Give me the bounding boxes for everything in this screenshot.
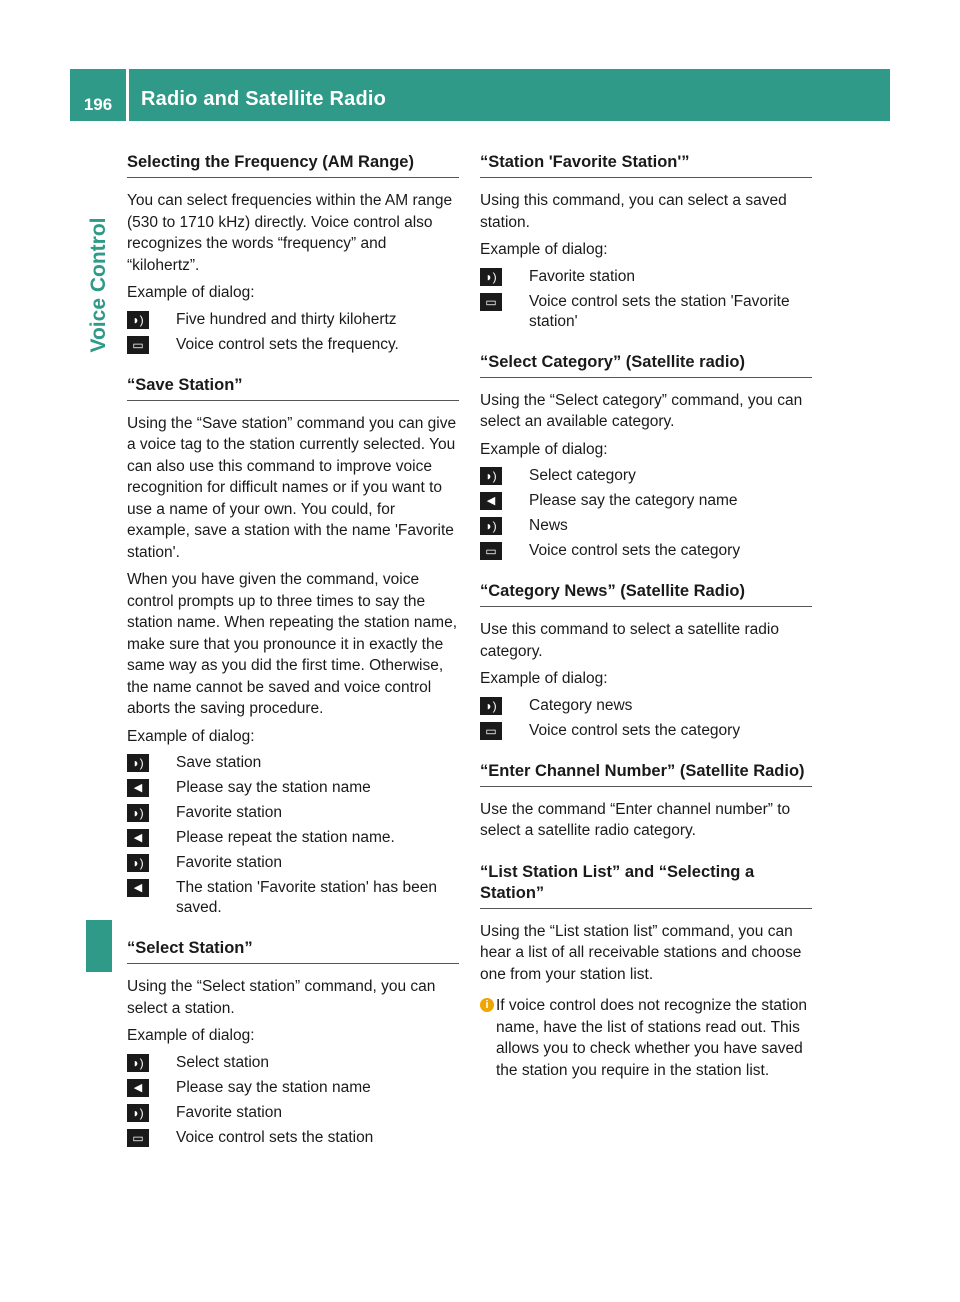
- dialog-text: Select station: [176, 1053, 270, 1071]
- user-speaking-icon: ◗): [127, 311, 149, 329]
- dialog-line: [127, 1053, 459, 1073]
- display-icon: ▭: [480, 293, 502, 311]
- dialog-text: Favorite station: [176, 854, 282, 871]
- dialog-text: Please say the station name: [176, 779, 371, 796]
- note-text: If voice control does not recognize the station name, have the list of stations read out. This allows you to check whether you have saved the station you require in the station list.: [496, 997, 808, 1079]
- dialog-line: [127, 803, 459, 823]
- dialog-line: [480, 516, 812, 536]
- dialog-text: Voice control sets the category: [529, 542, 741, 559]
- speaker-icon: ◀: [480, 492, 502, 510]
- header-divider: [126, 69, 129, 121]
- paragraph: When you have given the command, voice control prompts up to three times to say the station name. When repeating the station name, make sure that you pronounce it in exactly the same way as you did the first time. Otherwise, the name cannot be saved and voice control aborts the saving procedure.: [127, 571, 458, 717]
- dialog-text: Please say the category name: [529, 492, 738, 509]
- paragraph: Example of dialog:: [480, 241, 608, 258]
- paragraph: Example of dialog:: [480, 440, 608, 458]
- dialog-text: Voice control sets the station: [176, 1128, 374, 1146]
- dialog-line: [127, 1103, 459, 1123]
- section-heading: “Category News” (Satellite Radio): [480, 581, 812, 607]
- user-speaking-icon: ◗): [480, 517, 502, 535]
- dialog-line: [127, 1078, 459, 1098]
- dialog-text: Voice control sets the station 'Favorite station': [529, 292, 790, 330]
- info-note: [480, 995, 812, 1081]
- dialog-line: [127, 878, 459, 918]
- speaker-icon: ◀: [127, 779, 149, 797]
- dialog-line: [127, 828, 459, 848]
- user-speaking-icon: ◗): [127, 804, 149, 822]
- dialog-line: [480, 721, 812, 741]
- chapter-label: Voice Control: [87, 217, 110, 353]
- user-speaking-icon: ◗): [127, 1104, 149, 1122]
- dialog-line: [127, 853, 459, 873]
- paragraph: Use the command “Enter channel number” to select a satellite radio category.: [480, 800, 791, 839]
- user-speaking-icon: ◗): [127, 754, 149, 772]
- dialog-line: [127, 310, 459, 330]
- paragraph: Using the “Save station” command you can give a voice tag to the station currently selected. You can also use this command to improve voice recognition for difficult names or if you want to use a name of your own. You could, for example, save a station with the name 'Favorite station'.: [127, 414, 457, 561]
- dialog-text: News: [529, 517, 568, 534]
- paragraph: Using the “Select station” command, you can select a station.: [127, 978, 436, 1017]
- user-speaking-icon: ◗): [127, 1054, 149, 1072]
- section-heading: “Select Category” (Satellite radio): [480, 352, 812, 378]
- dialog-line: [127, 1128, 459, 1148]
- paragraph: Example of dialog:: [127, 727, 255, 745]
- user-speaking-icon: ◗): [480, 697, 502, 715]
- display-icon: ▭: [480, 542, 502, 560]
- dialog-text: Please say the station name: [176, 1078, 371, 1096]
- section-heading: “Select Station”: [127, 938, 459, 964]
- section-heading: “Enter Channel Number” (Satellite Radio): [480, 761, 812, 787]
- dialog-line: [127, 753, 459, 773]
- dialog-text: Voice control sets the category: [529, 721, 741, 739]
- paragraph: You can select frequencies within the AM range (530 to 1710 kHz) directly. Voice control also recognizes the words “frequency” and “kilohertz”.: [127, 192, 453, 274]
- paragraph: Example of dialog:: [480, 670, 608, 687]
- dialog-text: Favorite station: [529, 267, 635, 285]
- dialog-text: Voice control sets the frequency.: [176, 335, 399, 353]
- speaker-icon: ◀: [127, 829, 149, 847]
- paragraph: Example of dialog:: [127, 284, 255, 301]
- dialog-text: The station 'Favorite station' has been saved.: [176, 879, 437, 916]
- paragraph: Example of dialog:: [127, 1027, 255, 1044]
- speaker-icon: ◀: [127, 879, 149, 897]
- left-column: [127, 152, 459, 1153]
- display-icon: ▭: [480, 722, 502, 740]
- dialog-line: [480, 541, 812, 561]
- chapter-marker: [86, 920, 112, 972]
- display-icon: ▭: [127, 336, 149, 354]
- user-speaking-icon: ◗): [480, 268, 502, 286]
- section-heading: “Save Station”: [127, 375, 459, 401]
- user-speaking-icon: ◗): [480, 467, 502, 485]
- paragraph: Using the “Select category” command, you can select an available category.: [480, 391, 803, 430]
- page-number: 196: [83, 95, 113, 114]
- dialog-text: Favorite station: [176, 804, 282, 821]
- paragraph: Use this command to select a satellite radio category.: [480, 621, 779, 660]
- dialog-line: [480, 696, 812, 716]
- dialog-text: Select category: [529, 467, 636, 484]
- dialog-line: [480, 267, 812, 287]
- user-speaking-icon: ◗): [127, 854, 149, 872]
- dialog-line: [480, 292, 812, 332]
- speaker-icon: ◀: [127, 1079, 149, 1097]
- dialog-text: Five hundred and thirty kilohertz: [176, 310, 397, 328]
- dialog-line: [127, 335, 459, 355]
- info-icon: i: [480, 998, 494, 1012]
- right-column: [480, 152, 812, 1081]
- section-heading: “List Station List” and “Selecting a Station”: [480, 862, 812, 909]
- dialog-text: Favorite station: [176, 1103, 282, 1121]
- section-heading: “Station 'Favorite Station'”: [480, 152, 812, 178]
- dialog-text: Category news: [529, 696, 633, 714]
- dialog-text: Please repeat the station name.: [176, 829, 395, 846]
- chapter-tab: [86, 170, 112, 400]
- dialog-line: [480, 491, 812, 511]
- dialog-text: Save station: [176, 754, 262, 771]
- section-heading: Selecting the Frequency (AM Range): [127, 152, 459, 178]
- paragraph: Using the “List station list” command, you can hear a list of all receivable stations and choose one from your station list.: [480, 922, 802, 983]
- paragraph: Using this command, you can select a saved station.: [480, 192, 787, 231]
- section-title: Radio and Satellite Radio: [141, 88, 387, 110]
- dialog-line: [480, 466, 812, 486]
- dialog-line: [127, 778, 459, 798]
- display-icon: ▭: [127, 1129, 149, 1147]
